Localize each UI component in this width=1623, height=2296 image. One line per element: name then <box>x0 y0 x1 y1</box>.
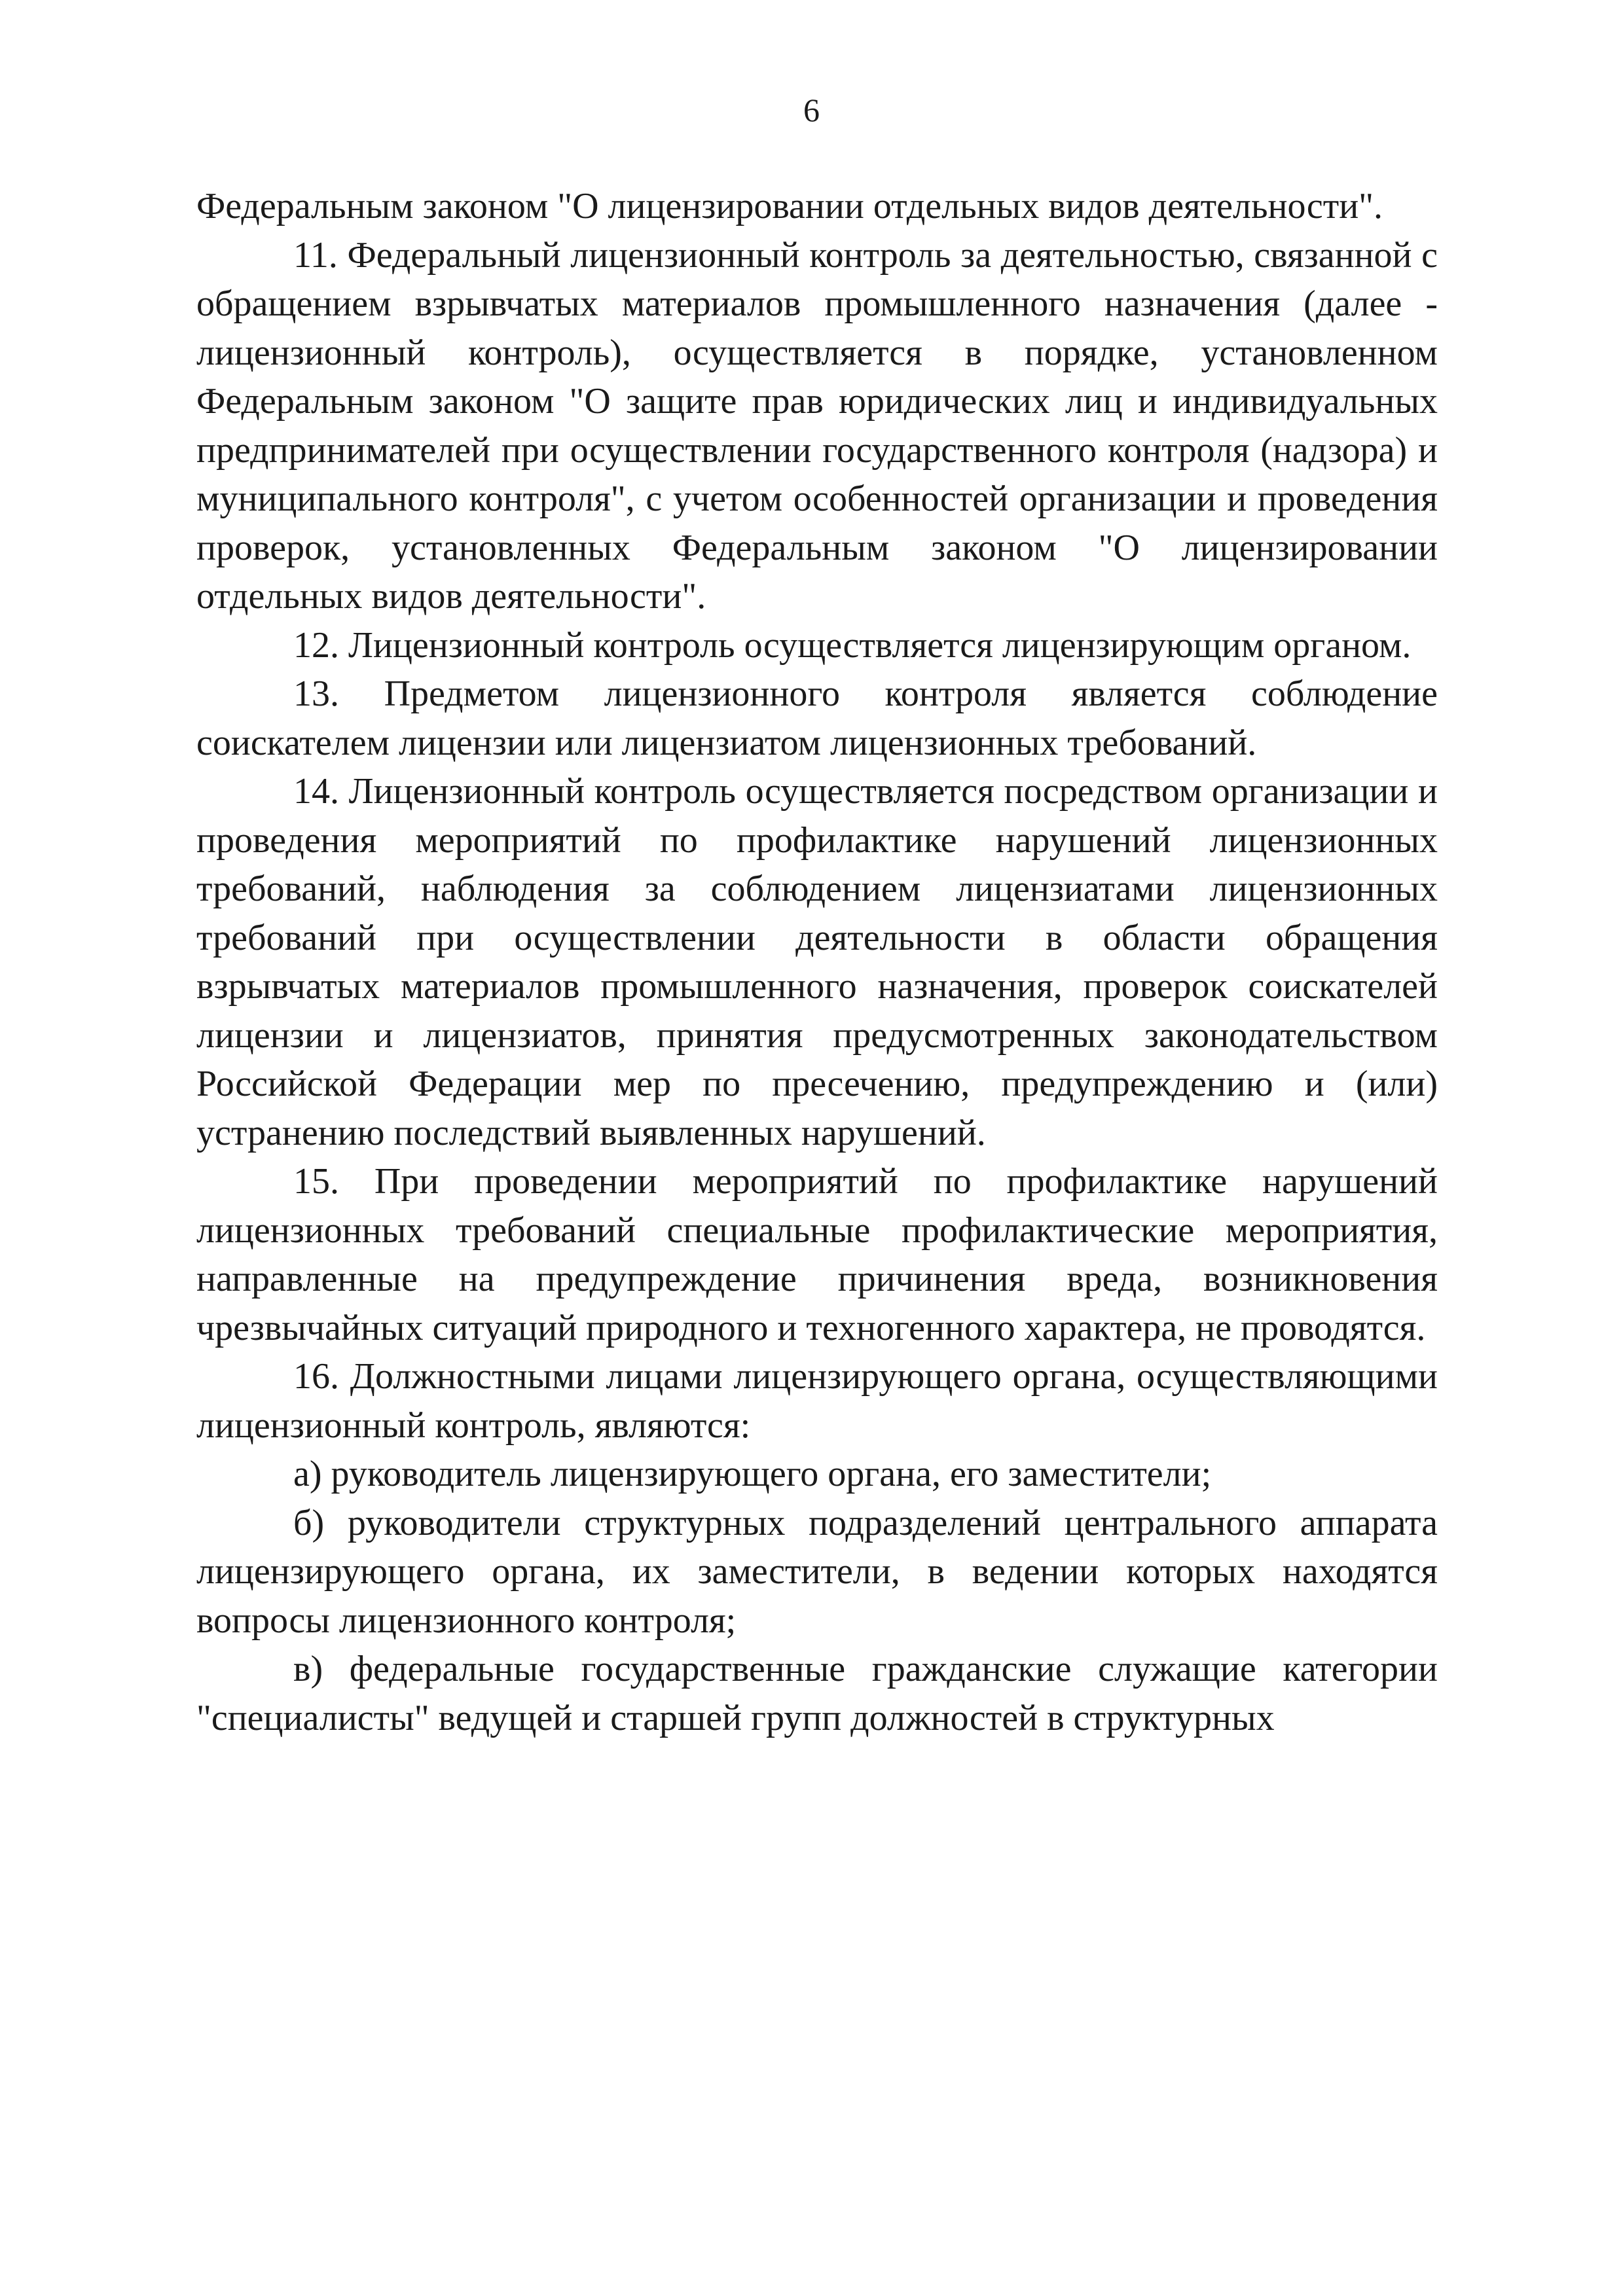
paragraph-11: 11. Федеральный лицензионный контроль за деятельностью, связанной с обращением взрывчатых материалов промышленного назначения (далее - лицензионный контроль), осуществляется в порядке, установленном Федеральным законом "О защите прав юридических лиц и индивидуальных предпринимателей при осуществлении государственного контроля (надзора) и муниципального контроля", с учетом особенностей организации и проведения проверок, установленных Федеральным законом "О лицензировании отдельных видов деятельности". <box>196 234 1438 617</box>
paragraph-16-item-v: в) федеральные государственные гражданские служащие категории "специалисты" ведущей и старшей групп должностей в структурных <box>196 1649 1438 1738</box>
paragraph-15: 15. При проведении мероприятий по профилактике нарушений лицензионных требований специальные профилактические мероприятия, направленные на предупреждение причинения вреда, возникновения чрезвычайных ситуаций природного и техногенного характера, не проводятся. <box>196 1161 1438 1348</box>
paragraph-14: 14. Лицензионный контроль осуществляется посредством организации и проведения мероприятий по профилактике нарушений лицензионных требований, наблюдения за соблюдением лицензиатами лицензионных требований при осуществлении деятельности в области обращения взрывчатых материалов промышленного назначения, проверок соискателей лицензии и лицензиатов, принятия предусмотренных законодательством Российской Федерации мер по пресечению, предупреждению и (или) устранению последствий выявленных нарушений. <box>196 771 1438 1153</box>
paragraph-16-item-b: б) руководители структурных подразделений центрального аппарата лицензирующего органа, их заместители, в ведении которых находятся вопросы лицензионного контроля; <box>196 1502 1438 1641</box>
paragraph-16-item-a: а) руководитель лицензирующего органа, его заместители; <box>293 1454 1212 1494</box>
document-body <box>196 182 1438 1742</box>
page-number: 6 <box>803 92 820 128</box>
paragraph-12: 12. Лицензионный контроль осуществляется лицензирующим органом. <box>293 624 1412 666</box>
paragraph-13: 13. Предметом лицензионного контроля является соблюдение соискателем лицензии или лицензиатом лицензионных требований. <box>196 673 1438 763</box>
paragraph-continuation: Федеральным законом "О лицензировании отдельных видов деятельности". <box>196 186 1383 226</box>
paragraph-16: 16. Должностными лицами лицензирующего органа, осуществляющими лицензионный контроль, являются: <box>196 1356 1438 1446</box>
